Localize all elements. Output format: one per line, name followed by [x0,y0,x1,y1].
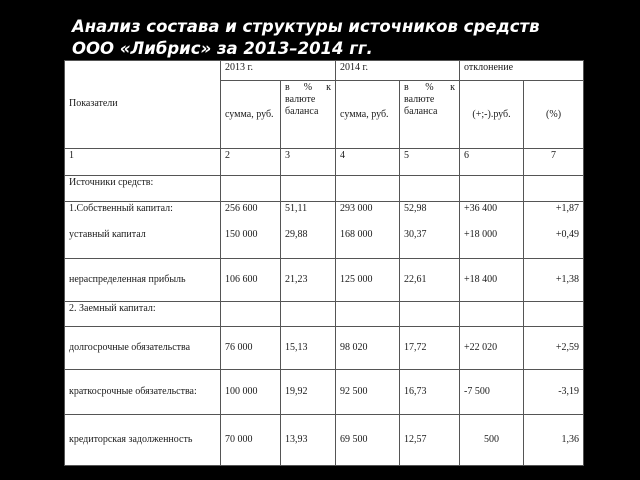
header-sum-2013: сумма, руб. [221,81,281,149]
header-year-2014: 2014 г. [336,61,460,81]
col-number-3: 3 [281,148,336,175]
slide-title-line-2: ООО «Либрис» за 2013–2014 гг. [72,39,373,58]
table-row-borrowed-capital [65,302,584,327]
header-year-2013: 2013 г. [221,61,336,81]
header-row-years [65,61,584,81]
header-indicators: Показатели [65,61,221,149]
row-label-sources: Источники средств: [65,175,221,202]
slide-title-line-1: Анализ состава и структуры источников средств [72,17,540,36]
col-number-1: 1 [65,148,221,175]
header-deviation: отклонение [460,61,584,81]
authorized-capital-label: уставный капитал [69,229,146,241]
cell-own-capital-share-2013: 51,11 29,88 [281,202,336,259]
row-label-borrowed-capital: 2. Заемный капитал: [65,302,221,327]
table-row-payables: кредиторская задолженность 70 000 13,93 69 500 12,57 500 1,36 [65,414,584,465]
col-number-6: 6 [460,148,524,175]
own-capital-label: 1.Собственный капитал: [69,203,173,215]
row-label-payables: кредиторская задолженность [65,414,221,465]
table-row-retained-earnings: нераспределенная прибыль 106 600 21,23 125 000 22,61 +18 400 +1,38 [65,259,584,302]
row-label-own-capital [65,202,221,259]
slide-title [72,16,612,60]
sources-table [64,60,584,466]
cell-own-capital-dev-abs: +36 400 +18 000 [460,202,524,259]
row-label-retained-earnings: нераспределенная прибыль [65,259,221,302]
col-number-5: 5 [400,148,460,175]
table-row-own-capital [65,202,584,259]
table-container [64,60,583,466]
table-row-short-term: краткосрочные обязательства: 100 000 19,92 92 500 16,73 -7 500 -3,19 [65,369,584,414]
cell-own-capital-dev-pct: +1,87 +0,49 [524,202,584,259]
header-deviation-abs: (+;-).руб. [460,81,524,149]
header-deviation-pct: (%) [524,81,584,149]
header-sum-2014: сумма, руб. [336,81,400,149]
col-number-4: 4 [336,148,400,175]
numbering-row [65,148,584,175]
cell-own-capital-share-2014: 52,98 30,37 [400,202,460,259]
table-row-long-term: долгосрочные обязательства 76 000 15,13 98 020 17,72 +22 020 +2,59 [65,326,584,369]
table-row-sources [65,175,584,202]
header-share-2013: в % к валюте баланса [281,81,336,149]
col-number-7: 7 [524,148,584,175]
row-label-short-term: краткосрочные обязательства: [65,369,221,414]
cell-own-capital-sum-2013: 256 600 150 000 [221,202,281,259]
cell-own-capital-sum-2014: 293 000 168 000 [336,202,400,259]
col-number-2: 2 [221,148,281,175]
row-label-long-term: долгосрочные обязательства [65,326,221,369]
header-share-2014: в % к валюте баланса [400,81,460,149]
